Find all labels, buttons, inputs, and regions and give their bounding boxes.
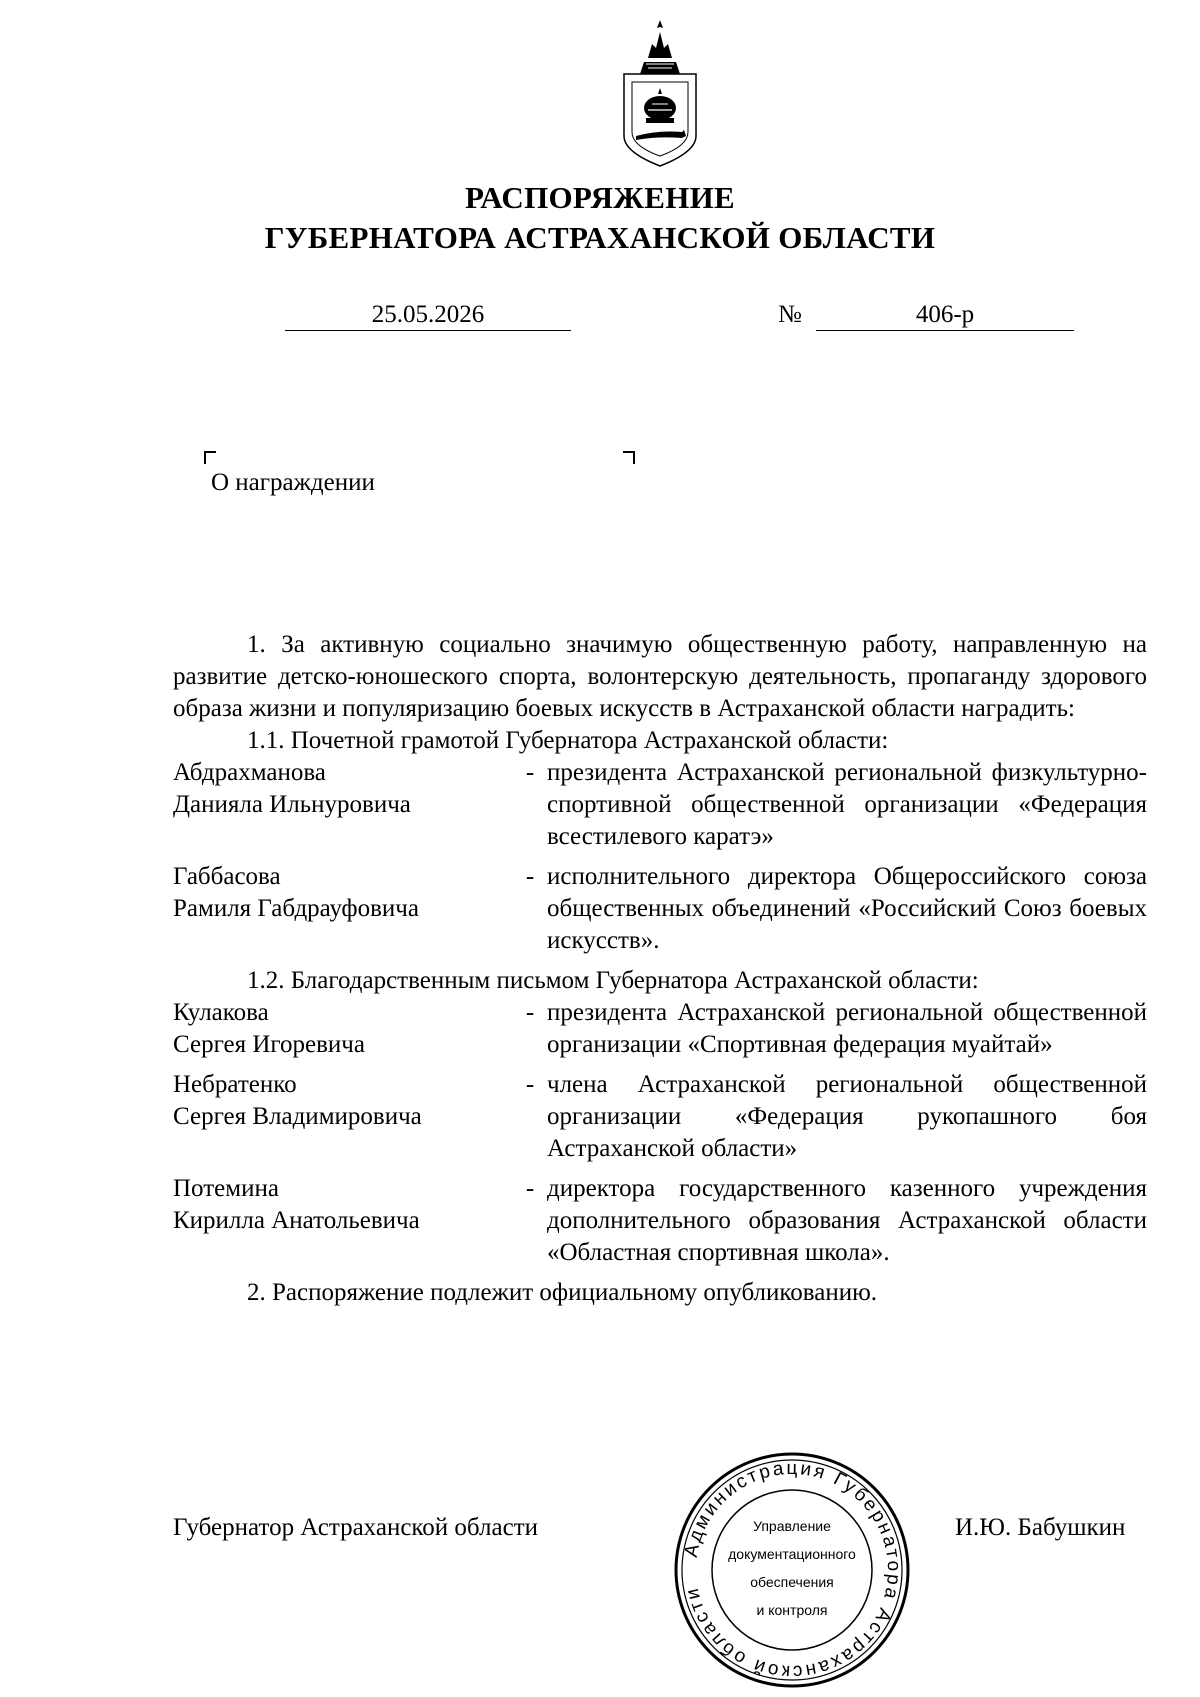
subject-corner-right [623, 451, 635, 464]
document-type-title: РАСПОРЯЖЕНИЕ [464, 180, 736, 215]
awardee-name: Кулакова Сергея Игоревича [173, 999, 365, 1058]
document-number: 406-р [816, 300, 1074, 331]
award-dash: - [525, 999, 535, 1026]
subject-corner-left [204, 451, 216, 464]
paragraph-2: 2. Распоряжение подлежит официальному опубликованию. [247, 1279, 878, 1306]
awardee-position: президента Астраханской региональной физкультурно-спортивной общественной организации «Федерация всестилевого каратэ» [547, 759, 1147, 850]
award-dash: - [525, 1175, 535, 1202]
award-item [173, 861, 1147, 957]
document-body [173, 629, 1147, 1309]
issuer-title: ГУБЕРНАТОРА АСТРАХАНСКОЙ ОБЛАСТИ [264, 220, 936, 255]
paragraph-1: 1. За активную социально значимую общественную работу, направленную на развитие детско-юношеского спорта, волонтерскую деятельность, пропаганду здорового образа жизни и популяризацию боевых искусств в Астраханской области наградить: [173, 631, 1147, 722]
awardee-name: Абдрахманова Даниялa Ильнуровича [173, 759, 411, 818]
seal-center-text: Управление документационного обеспечения и контроля [728, 1518, 856, 1618]
astrakhan-coat-of-arms-icon [618, 18, 702, 170]
award-dash: - [525, 863, 535, 890]
awardee-name: Габбасова Рамиля Габдрауфовича [173, 863, 419, 922]
awardee-position: исполнительного директора Общероссийского союза общественных объединений «Российский Союз боевых искусств». [547, 863, 1147, 954]
awardee-name: Небратенко Сергея Владимировича [173, 1071, 422, 1130]
document-date: 25.05.2026 [285, 300, 571, 331]
awardee-position: президента Астраханской региональной общественной организации «Спортивная федерация муайтай» [547, 999, 1147, 1058]
number-sign: № [778, 301, 802, 328]
seal-ring-text: Администрация Губернатора Астраханской области [680, 1457, 905, 1683]
document-subject: О награждении [211, 469, 375, 496]
award-item [173, 997, 1147, 1061]
award-item [173, 1069, 1147, 1165]
awardee-name: Потемина Кирилла Анатольевича [173, 1175, 420, 1234]
award-item [173, 1173, 1147, 1269]
award-dash: - [525, 1071, 535, 1098]
awardee-position: члена Астраханской региональной общественной организации «Федерация рукопашного боя Астраханской области» [547, 1071, 1147, 1162]
signer-name: И.Ю. Бабушкин [955, 1514, 1126, 1541]
awardee-position: директора государственного казенного учреждения дополнительного образования Астраханской области «Областная спортивная школа». [547, 1175, 1147, 1266]
award-item [173, 757, 1147, 853]
signer-position: Губернатор Астраханской области [173, 1514, 539, 1541]
section-1-1-heading: 1.1. Почетной грамотой Губернатора Астраханской области: [247, 727, 889, 754]
section-1-2-heading: 1.2. Благодарственным письмом Губернатора Астраханской области: [247, 967, 979, 994]
award-dash: - [525, 759, 535, 786]
